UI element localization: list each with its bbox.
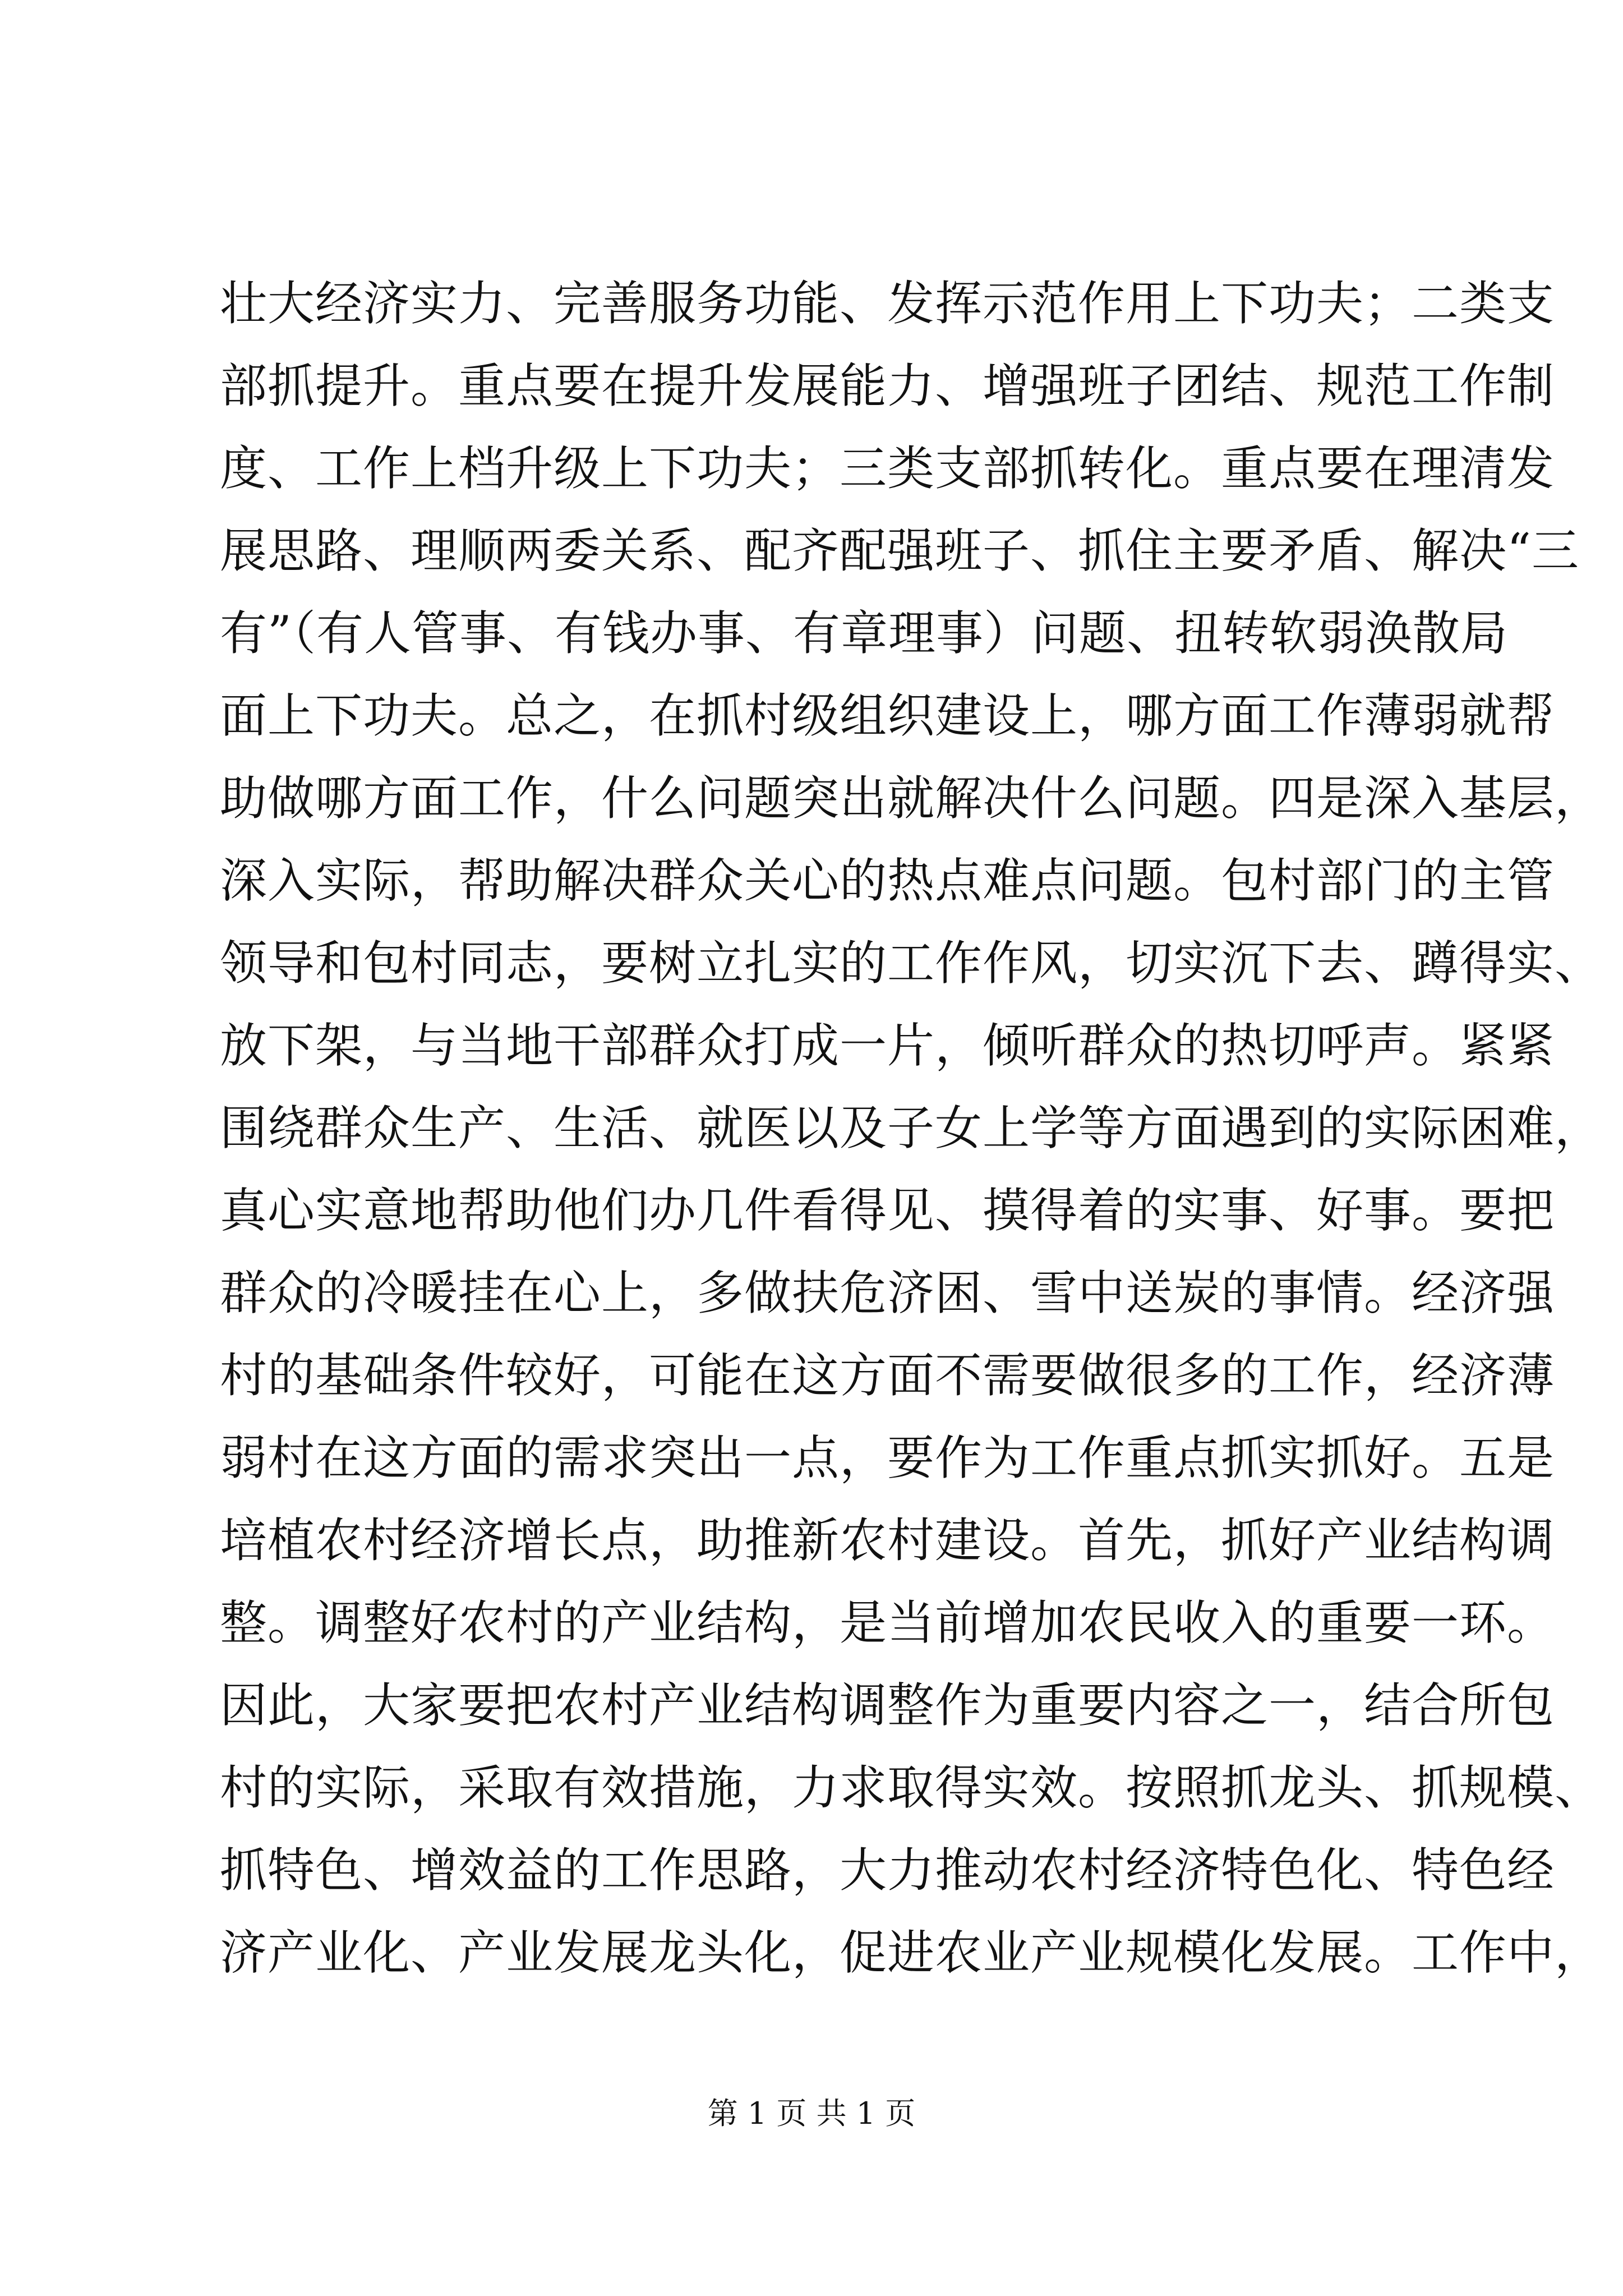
page-number: 第 1 页 共 1 页 [707,2096,916,2131]
body-text [220,263,1603,1994]
text-line: 部抓提升。重点要在提升发展能力、增强班子团结、规范工作制 [220,358,1555,413]
text-line: 领导和包村同志，要树立扎实的工作作风，切实沉下去、蹲得实、 [220,936,1603,991]
text-line: 真心实意地帮助他们办几件看得见、摸得着的实事、好事。要把 [220,1183,1555,1238]
text-line: 深入实际，帮助解决群众关心的热点难点问题。包村部门的主管 [220,853,1555,908]
text-line: 济产业化、产业发展龙头化，促进农业产业规模化发展。工作中， [220,1925,1603,1980]
page-footer [0,2091,1623,2136]
text-line: 村的实际，采取有效措施，力求取得实效。按照抓龙头、抓规模、 [220,1760,1603,1815]
text-line: 面上下功夫。总之，在抓村级组织建设上，哪方面工作薄弱就帮 [220,688,1555,743]
text-line: 围绕群众生产、生活、就医以及子女上学等方面遇到的实际困难， [220,1101,1603,1156]
text-line: 助做哪方面工作，什么问题突出就解决什么问题。四是深入基层， [220,771,1603,826]
text-line: 度、工作上档升级上下功夫；三类支部抓转化。重点要在理清发 [220,441,1555,496]
text-line: 村的基础条件较好，可能在这方面不需要做很多的工作，经济薄 [220,1348,1555,1403]
text-line: 培植农村经济增长点，助推新农村建设。首先，抓好产业结构调 [220,1513,1555,1568]
text-line: 壮大经济实力、完善服务功能、发挥示范作用上下功夫；二类支 [220,276,1555,331]
text-line: 有”（有人管事、有钱办事、有章理事）问题、扭转软弱涣散局 [220,606,1508,661]
text-line: 整。调整好农村的产业结构，是当前增加农民收入的重要一环。 [220,1595,1555,1650]
text-line: 弱村在这方面的需求突出一点，要作为工作重点抓实抓好。五是 [220,1430,1555,1485]
text-line: 群众的冷暖挂在心上，多做扶危济困、雪中送炭的事情。经济强 [220,1266,1555,1320]
text-line: 放下架，与当地干部群众打成一片，倾听群众的热切呼声。紧紧 [220,1018,1555,1073]
text-line: 展思路、理顺两委关系、配齐配强班子、抓住主要矛盾、解决“三 [220,523,1579,578]
text-line: 因此，大家要把农村产业结构调整作为重要内容之一，结合所包 [220,1678,1555,1733]
text-line: 抓特色、增效益的工作思路，大力推动农村经济特色化、特色经 [220,1843,1555,1898]
